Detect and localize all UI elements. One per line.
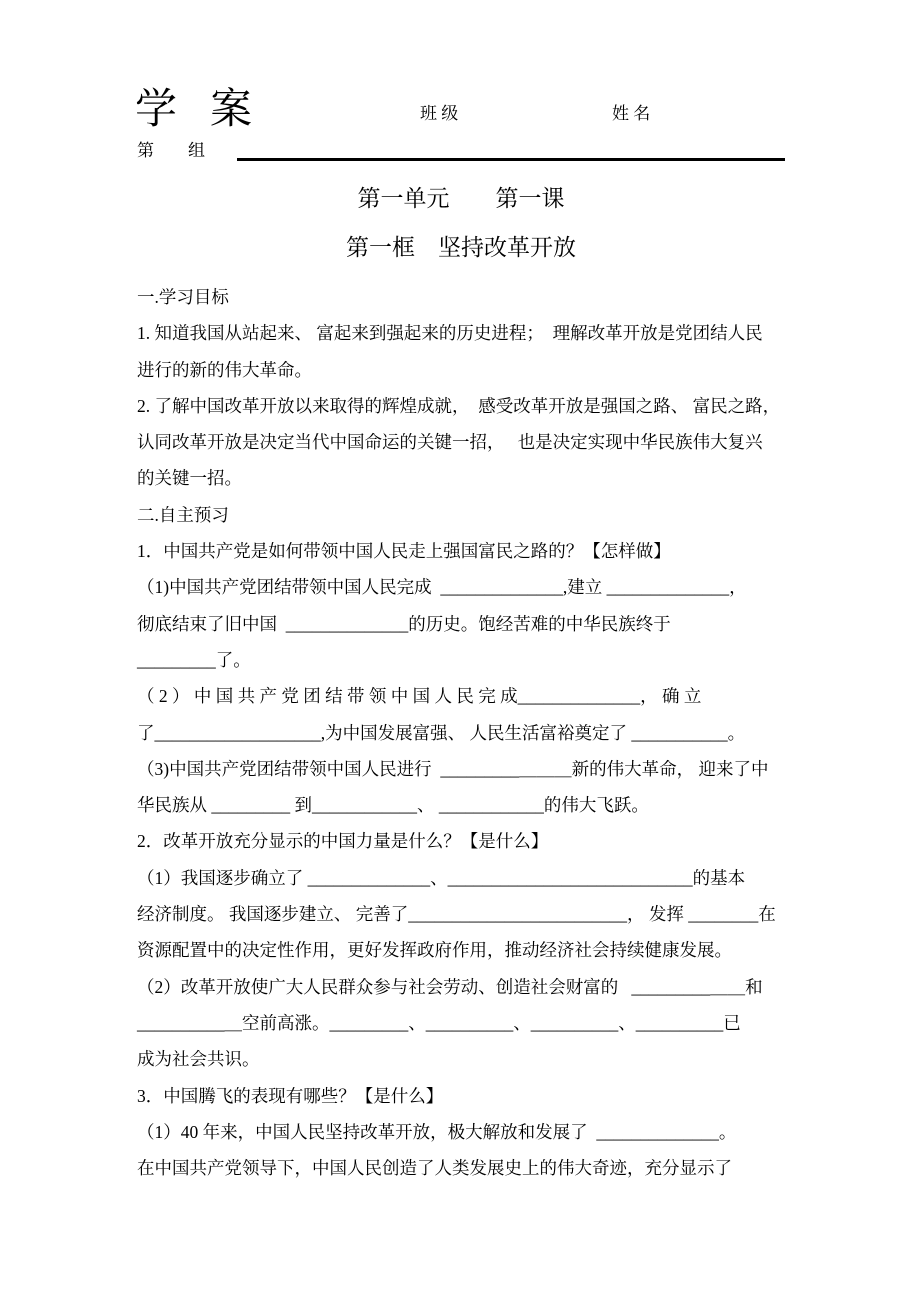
body-line: （1)中国共产党团结带领中国人民完成 ______________,建立 ______________， [137, 577, 747, 598]
body-line: 二.自主预习 [137, 504, 229, 525]
body-line: （2）改革开放使广大人民群众参与社会劳动、创造社会财富的 _________＿＿和 [137, 976, 763, 997]
body-line: 资源配置中的决定性作用，更好发挥政府作用，推动经济社会持续健康发展。 [137, 940, 732, 961]
body-line: 的关键一招。 [137, 468, 242, 489]
body-line: 进行的新的伟大革命。 [137, 359, 312, 380]
group-row [137, 138, 785, 164]
body-line: 1．中国共产党是如何带领中国人民走上强国富民之路的？【怎样做】 [137, 541, 671, 562]
body-line: （1）我国逐步确立了 ______________、____________________________的基本 [137, 867, 746, 888]
body-line: __________＿空前高涨。_________、__________、__________、__________已 [137, 1012, 741, 1033]
lesson-heading: 第一框 坚持改革开放 [346, 235, 576, 260]
body-line: 经济制度。 我国逐步建立、 完善了_________________________， 发挥 ________在 [137, 904, 776, 925]
body-line: 在中国共产党领导下，中国人民创造了人类发展史上的伟大奇迹，充分显示了 [137, 1158, 732, 1179]
body-line: _________了。 [137, 649, 251, 670]
body-line: 一.学习目标 [137, 287, 229, 307]
unit-heading: 第一单元 第一课 [357, 186, 565, 211]
document-title: 学 案 [135, 87, 257, 133]
body-line: 认同改革开放是决定当代中国命运的关键一招， 也是决定实现中华民族伟大复兴 [137, 432, 763, 453]
body-line: 华民族从 _________ 到____________、 ____________的伟大飞跃。 [137, 795, 649, 816]
body-text [137, 279, 807, 1186]
body-line: 2. 了解中国改革开放以来取得的辉煌成就， 感受改革开放是强国之路、 富民之路， [137, 395, 781, 416]
group-underline [237, 151, 785, 161]
body-line: （3)中国共产党团结带领中国人民进行 _________＿＿＿新的伟大革命， 迎来了中 [137, 758, 769, 779]
class-label: 班 级 [420, 104, 459, 123]
body-line: 彻底结束了旧中国 ______________的历史。饱经苦难的中华民族终于 [137, 613, 671, 634]
group-label: 第 组 [137, 141, 205, 160]
body-line: 3．中国腾飞的表现有哪些？【是什么】 [137, 1085, 444, 1106]
name-label: 姓 名 [612, 104, 651, 123]
body-line: 2．改革开放充分显示的中国力量是什么？【是什么】 [137, 831, 549, 852]
body-line: 成为社会共识。 [137, 1049, 260, 1070]
body-line: （ 2 ） 中 国 共 产 党 团 结 带 领 中 国 人 民 完 成______________， 确 立 [137, 686, 702, 707]
body-line: （1）40 年来，中国人民坚持改革开放，极大解放和发展了 ______________。 [137, 1121, 737, 1142]
body-line: 了___________________,为中国发展富强、 人民生活富裕奠定了 ___________。 [137, 722, 746, 743]
body-line: 1. 知道我国从站起来、 富起来到强起来的历史进程； 理解改革开放是党团结人民 [137, 323, 763, 344]
